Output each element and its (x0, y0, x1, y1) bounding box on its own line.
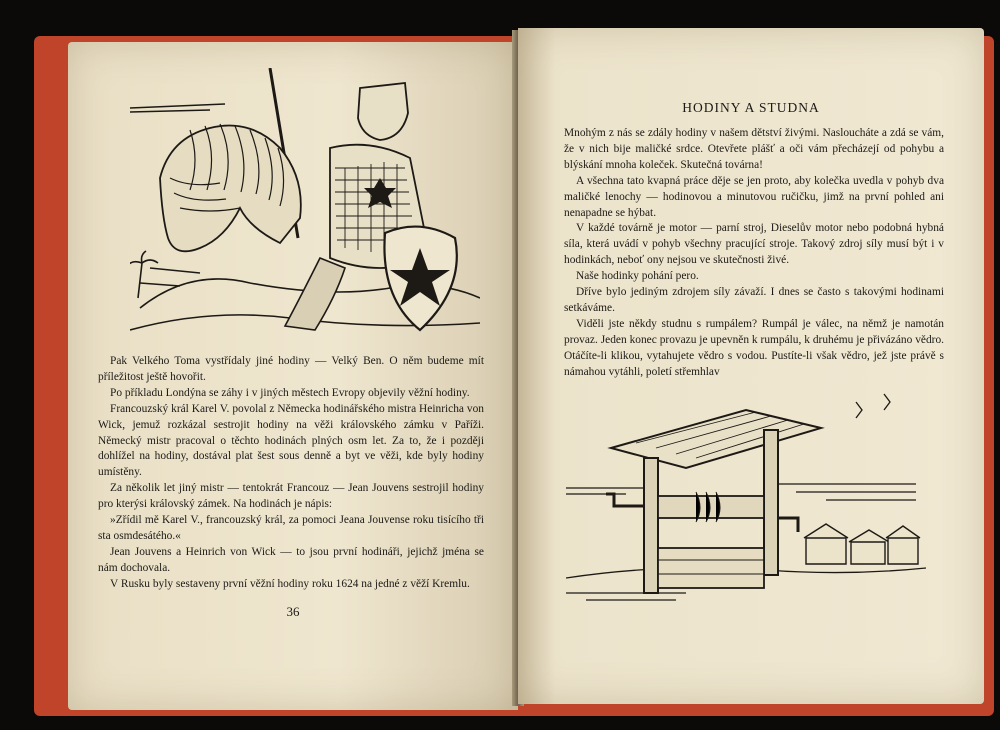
paragraph: Francouzský král Karel V. povolal z Německa hodinářského mistra Heinricha von Wick, jemuž rozkázal sestrojit hodiny na věži královského zámku v Paříži. Německý mistr pracoval o těchto hodinách plných osm let. Za to, že i později dohlížel na hodiny, dostával plat šest sous denně a byt ve věži, kde byly hodiny umístěny. (98, 402, 484, 479)
left-page (68, 42, 518, 710)
paragraph: Dříve bylo jediným zdrojem síly závaží. I dnes se často s takovými hodinami setkáváme. (564, 286, 944, 314)
paragraph: V každé továrně je motor — parní stroj, Dieselův motor nebo podobná hybná síla, která uvádí v pohyb všechny pracující stroje. Takový zdroj síly musí být i v hodinkách, neboť ony nejsou ve skutečnosti živé. (564, 222, 944, 267)
paragraph: Viděli jste někdy studnu s rumpálem? Rumpál je válec, na němž je namotán provaz. Jeden konec provazu je upevněn k rumpálu, k druhému je přivázáno vědro. Otáčíte-li klikou, vytahujete vědro s vodou. Pustíte-li však vědro, jež jste právě s námahou vytáhli, poletí střemhlav (564, 317, 944, 378)
paragraph: Po příkladu Londýna se záhy i v jiných městech Evropy objevily věžní hodiny. (110, 386, 470, 399)
page-number: 36 (286, 604, 300, 619)
paragraph: V Rusku byly sestaveny první věžní hodiny roku 1624 na jedné z věží Kremlu. (110, 577, 470, 590)
knight-illustration (130, 68, 480, 338)
paragraph: »Zřídil mě Karel V., francouzský král, za pomoci Jeana Jouvense roku tisícího tři sta osmdesátého.« (98, 514, 484, 542)
paragraph: Za několik let jiný mistr — tentokrát Francouz — Jean Jouvens sestrojil hodiny pro kterýsi královský zámek. Na hodinách je nápis: (98, 482, 484, 511)
chapter-title: HODINY A STUDNA (682, 100, 820, 115)
left-page-text (98, 354, 484, 593)
well-illustration (566, 388, 926, 608)
paragraph: Pak Velkého Toma vystřídaly jiné hodiny — Velký Ben. O něm budeme mít příležitost ještě hovořit. (98, 355, 484, 383)
paragraph: Mnohým z nás se zdály hodiny v našem dětství živými. Nasloucháte a zdá se vám, že v nich bije maličké srdce. Otevřete plášť a oči vám přecházejí od pohybu a blýskání mnoha koleček. Skutečná továrna! (564, 127, 944, 171)
right-page (518, 28, 984, 704)
right-page-text (564, 126, 944, 381)
paragraph: Naše hodinky pohání pero. (576, 270, 699, 283)
paragraph: A všechna tato kvapná práce děje se jen proto, aby kolečka uvedla v pohyb dva maličké lenochy — hodinovou a minutovou ručičku, jimž na první pohled ani nenapadne se hýbat. (564, 174, 944, 219)
paragraph: Jean Jouvens a Heinrich von Wick — to jsou první hodináři, jejichž jména se nám dochovala. (98, 545, 484, 574)
